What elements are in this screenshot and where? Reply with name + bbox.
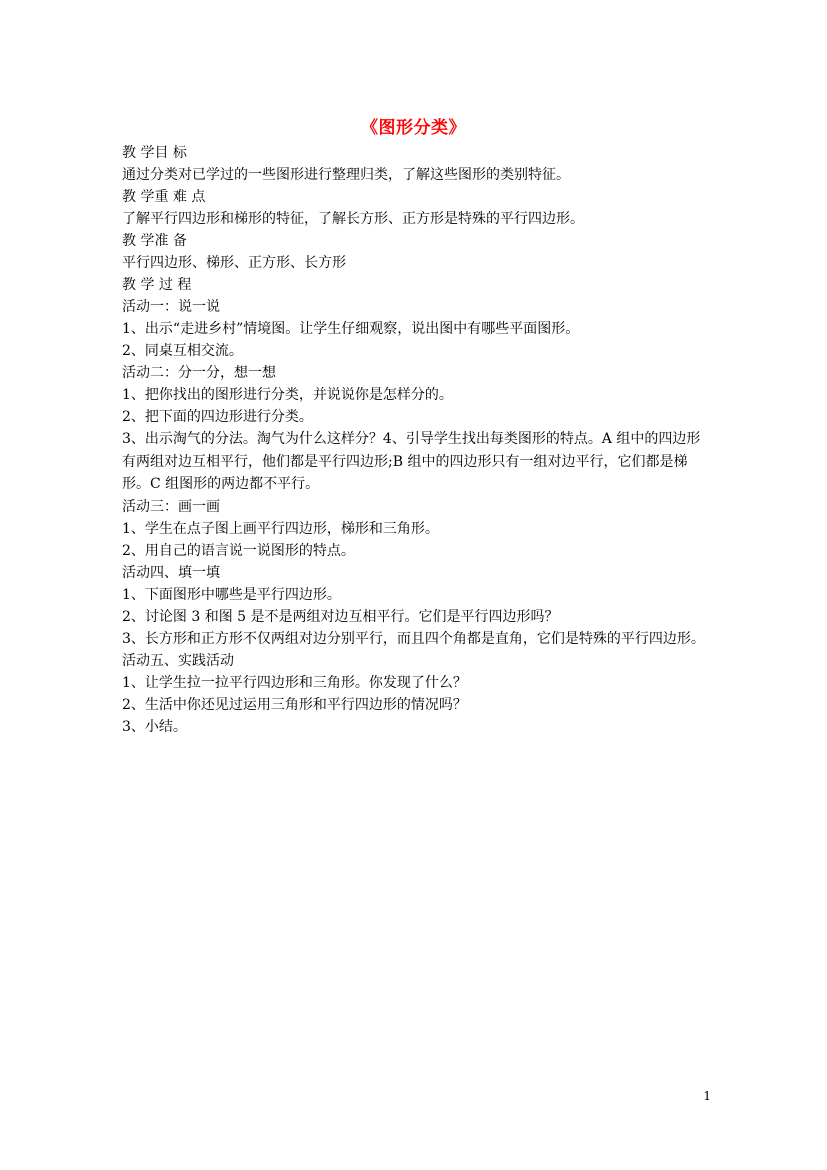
section-heading-teaching-goals: 教 学目 标 [122,145,187,161]
activity-heading-4: 活动四、填一填 [122,564,220,581]
activity-heading-5: 活动五、实践活动 [122,653,234,669]
document-title: 《图形分类》 [361,118,466,138]
text-line: 1、让学生拉一拉平行四边形和三角形。你发现了什么？ [122,675,467,691]
text-line: 2、生活中你还见过运用三角形和平行四边形的情况吗？ [122,697,467,713]
section-heading-preparation: 教 学准 备 [122,233,187,249]
text-line: 通过分类对已学过的一些图形进行整理归类，了解这些图形的类别特征。 [122,167,570,183]
section-heading-process: 教 学 过 程 [122,277,192,293]
text-line: 1、下面图形中哪些是平行四边形。 [122,586,341,603]
section-heading-key-difficulties: 教 学重 难 点 [122,189,206,205]
text-line: 2、讨论图 3 和图 5 是不是两组对边互相平行。它们是平行四边形吗？ [122,608,559,625]
text-line: 1、出示“走进乡村”情境图。让学生仔细观察，说出图中有哪些平面图形。 [122,321,580,337]
activity-heading-1: 活动一：说一说 [122,299,220,315]
text-line: 2、把下面的四边形进行分类。 [122,409,313,425]
text-line: 2、同桌互相交流。 [122,343,243,359]
document-body [122,142,710,738]
activity-heading-3: 活动三：画一画 [122,498,220,515]
text-line: 3、小结。 [122,719,187,735]
text-paragraph: 3、长方形和正方形不仅两组对边分别平行，而且四个角都是直角，它们是特殊的平行四边形。 [122,630,705,647]
text-line: 了解平行四边形和梯形的特征，了解长方形、正方形是特殊的平行四边形。 [122,211,584,227]
page-number: 1 [703,1089,711,1103]
text-line: 1、学生在点子图上画平行四边形，梯形和三角形。 [122,520,439,537]
text-line: 平行四边形、梯形、正方形、长方形 [122,255,346,271]
text-line: 1、把你找出的图形进行分类，并说说你是怎样分的。 [122,387,453,403]
activity-heading-2: 活动二：分一分，想一想 [122,365,276,381]
text-line: 2、用自己的语言说一说图形的特点。 [122,542,355,559]
text-paragraph: 3、出示淘气的分法。淘气为什么这样分？4、引导学生找出每类图形的特点。A 组中的四边形有两组对边互相平行，他们都是平行四边形;B 组中的四边形只有一组对边平行，它们都是梯形。C 组图形的两边都不平行。 [122,431,701,492]
